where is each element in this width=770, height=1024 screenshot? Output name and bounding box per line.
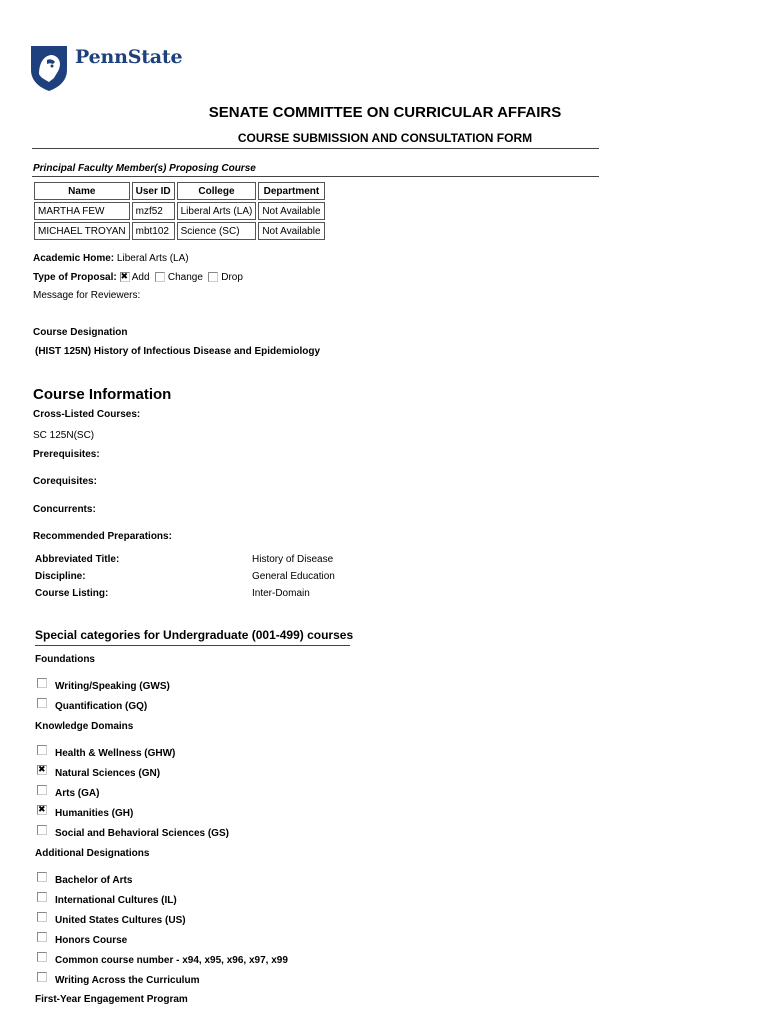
special-categories-heading: Special categories for Undergraduate (001-499) courses bbox=[35, 628, 354, 642]
faculty-college: Science (SC) bbox=[177, 222, 257, 240]
discipline-value: General Education bbox=[252, 571, 335, 582]
course-designation-value: (HIST 125N) History of Infectious Disease and Epidemiology bbox=[35, 346, 321, 357]
gh-label: Humanities (GH) bbox=[55, 808, 134, 819]
ga-checkbox[interactable] bbox=[37, 785, 47, 795]
course-listing-label: Course Listing: bbox=[35, 588, 109, 599]
knowledge-domains-label: Knowledge Domains bbox=[35, 721, 134, 732]
recommended-preparations-label: Recommended Preparations: bbox=[33, 531, 172, 542]
gq-checkbox[interactable] bbox=[37, 698, 47, 708]
proposal-change-checkbox[interactable] bbox=[155, 272, 165, 282]
additional-designations-label: Additional Designations bbox=[35, 848, 150, 859]
proposal-add-label: Add bbox=[131, 272, 150, 283]
abbreviated-title-value: History of Disease bbox=[252, 554, 334, 565]
il-checkbox[interactable] bbox=[37, 892, 47, 902]
gn-label: Natural Sciences (GN) bbox=[55, 768, 161, 779]
course-designation-label: Course Designation bbox=[33, 327, 128, 338]
nittany-lion-shield-icon bbox=[29, 44, 69, 92]
foundations-label: Foundations bbox=[35, 654, 95, 665]
ghw-label: Health & Wellness (GHW) bbox=[55, 748, 176, 759]
honors-checkbox[interactable] bbox=[37, 932, 47, 942]
cross-listed-value: SC 125N(SC) bbox=[33, 430, 95, 441]
gn-checkbox[interactable] bbox=[37, 765, 47, 775]
il-label: International Cultures (IL) bbox=[55, 895, 177, 906]
form-subtitle: COURSE SUBMISSION AND CONSULTATION FORM bbox=[237, 131, 533, 145]
prerequisites-label: Prerequisites: bbox=[33, 449, 100, 460]
course-listing-value: Inter-Domain bbox=[252, 588, 310, 599]
us-label: United States Cultures (US) bbox=[55, 915, 186, 926]
gh-checkbox[interactable] bbox=[37, 805, 47, 815]
faculty-department: Not Available bbox=[258, 202, 324, 220]
first-year-engagement-label: First-Year Engagement Program bbox=[35, 994, 188, 1005]
ba-checkbox[interactable] bbox=[37, 872, 47, 882]
discipline-label: Discipline: bbox=[35, 571, 86, 582]
page-title: SENATE COMMITTEE ON CURRICULAR AFFAIRS bbox=[208, 104, 562, 121]
abbreviated-title-label: Abbreviated Title: bbox=[35, 554, 120, 565]
divider bbox=[32, 148, 599, 149]
proposal-change-label: Change bbox=[167, 272, 203, 283]
ba-label: Bachelor of Arts bbox=[55, 875, 133, 886]
gq-label: Quantification (GQ) bbox=[55, 701, 148, 712]
proposal-drop-checkbox[interactable] bbox=[208, 272, 218, 282]
gws-checkbox[interactable] bbox=[37, 678, 47, 688]
honors-label: Honors Course bbox=[55, 935, 128, 946]
common-number-label: Common course number - x94, x95, x96, x97, x99 bbox=[55, 955, 288, 966]
faculty-user-id: mbt102 bbox=[132, 222, 175, 240]
ga-label: Arts (GA) bbox=[55, 788, 100, 799]
common-number-checkbox[interactable] bbox=[37, 952, 47, 962]
table-row bbox=[34, 222, 325, 240]
faculty-table bbox=[32, 180, 327, 242]
column-header: College bbox=[177, 182, 257, 200]
faculty-name: MICHAEL TROYAN bbox=[34, 222, 130, 240]
faculty-user-id: mzf52 bbox=[132, 202, 175, 220]
gws-label: Writing/Speaking (GWS) bbox=[55, 681, 170, 692]
corequisites-label: Corequisites: bbox=[33, 476, 97, 487]
faculty-name: MARTHA FEW bbox=[34, 202, 130, 220]
course-information-heading: Course Information bbox=[33, 386, 172, 403]
faculty-department: Not Available bbox=[258, 222, 324, 240]
message-for-reviewers-label: Message for Reviewers: bbox=[33, 290, 141, 301]
academic-home-label: Academic Home: bbox=[33, 253, 115, 264]
gs-checkbox[interactable] bbox=[37, 825, 47, 835]
concurrents-label: Concurrents: bbox=[33, 504, 96, 515]
gs-label: Social and Behavioral Sciences (GS) bbox=[55, 828, 229, 839]
ghw-checkbox[interactable] bbox=[37, 745, 47, 755]
proposal-type-label: Type of Proposal: bbox=[33, 272, 117, 283]
proposal-type bbox=[33, 272, 243, 283]
divider bbox=[35, 645, 350, 646]
divider bbox=[32, 176, 599, 177]
academic-home-value: Liberal Arts (LA) bbox=[116, 253, 189, 264]
table-row bbox=[34, 202, 325, 220]
academic-home bbox=[33, 253, 189, 264]
column-header: User ID bbox=[132, 182, 175, 200]
us-checkbox[interactable] bbox=[37, 912, 47, 922]
faculty-section-label: Principal Faculty Member(s) Proposing Course bbox=[33, 163, 256, 174]
cross-listed-label: Cross-Listed Courses: bbox=[33, 409, 141, 420]
wac-label: Writing Across the Curriculum bbox=[55, 975, 200, 986]
column-header: Department bbox=[258, 182, 324, 200]
brand-name: PennState bbox=[75, 46, 183, 68]
wac-checkbox[interactable] bbox=[37, 972, 47, 982]
faculty-college: Liberal Arts (LA) bbox=[177, 202, 257, 220]
column-header: Name bbox=[34, 182, 130, 200]
proposal-add-checkbox[interactable] bbox=[120, 272, 130, 282]
proposal-drop-label: Drop bbox=[221, 272, 243, 283]
